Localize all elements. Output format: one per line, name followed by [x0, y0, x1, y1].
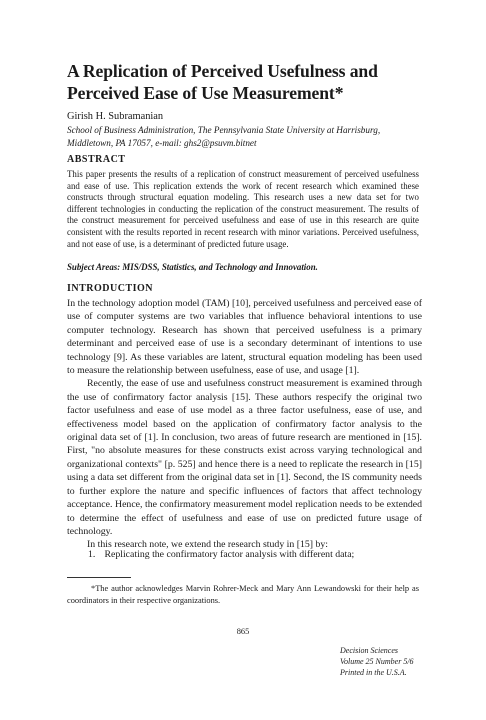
footnote: *The author acknowledges Marvin Rohrer-Meck and Mary Ann Lewandowski for their help as coordinators in their respective organizations.: [67, 584, 419, 605]
subject-areas: Subject Areas: MIS/DSS, Statistics, and Technology and Innovation.: [67, 262, 318, 272]
paragraph: Recently, the ease of use and usefulness construct measurement is examined through the use of confirmatory factor analysis [15]. These authors respecify the original two factor usefulness and ease of use model as a three factor usefulness, ease of use, and effectiveness model based on the application of confirmatory factor analysis to the original data set of [1]. In conclusion, two areas of future research are mentioned in [15]. First, "no absolute measures for these constructs exist across varying technological and organizational contexts" [p. 525] and hence there is a need to replicate the research in [15] using a data set different from the original data set in [1]. Second, the IS community needs to further explore the nature and specific influences of factors that affect technology acceptance. Hence, the confirmatory measurement model replication needs to be extended to determine the effect of usefulness and ease of use on predicted future usage of technology.: [67, 378, 422, 537]
abstract-body: This paper presents the results of a replication of construct measurement of perceived usefulness and ease of use. This replication extends the work of recent research which examined these constructs through structural equation modeling. This research uses a new data set for two different technologies in conducting the replication of the construct measurement. The results of the construct measurement for perceived usefulness and ease of use in this research are quite consistent with the results reported in recent research with minor variations. Perceived usefulness, and not ease of use, is a determinant of predicted future usage.: [67, 169, 419, 249]
footnote-rule: [67, 577, 131, 578]
paragraph: In this research note, we extend the research study in [15] by:: [87, 539, 329, 551]
affiliation-line: Middletown, PA 17057, e-mail: ghs2@psuvm.bitnet: [67, 137, 257, 148]
abstract-heading: ABSTRACT: [67, 154, 126, 165]
author-name: Girish H. Subramanian: [67, 111, 164, 122]
introduction-body: [67, 297, 422, 552]
journal-info: [340, 646, 420, 678]
affiliation-line: School of Business Administration, The Pennsylvania State University at Harrisburg,: [67, 125, 381, 135]
page-number: 865: [236, 627, 250, 636]
list-item: [88, 549, 354, 560]
journal-name: Decision Sciences: [340, 646, 398, 655]
list-item-number: 1.: [88, 549, 96, 560]
journal-printed: Printed in the U.S.A.: [340, 667, 407, 677]
paper-title: A Replication of Perceived Usefulness and Perceived Ease of Use Measurement*: [67, 61, 378, 103]
introduction-heading: INTRODUCTION: [67, 283, 154, 294]
author-affiliation: [67, 124, 417, 149]
journal-volume: Volume 25 Number 5/6: [340, 656, 414, 666]
list-item-text: Replicating the confirmatory factor analysis with different data;: [104, 549, 355, 560]
paragraph: In the technology adoption model (TAM) [10], perceived usefulness and perceived ease of use of computer systems are two variables that influence behavioral intentions to use computer technology. Research has shown that perceived usefulness is a primary determinant and perceived ease of use is a secondary determinant of intentions to use technology [9]. As these variables are latent, structural equation modeling has been used to measure the relationship between usefulness, ease of use, and usage [1].: [67, 298, 422, 377]
